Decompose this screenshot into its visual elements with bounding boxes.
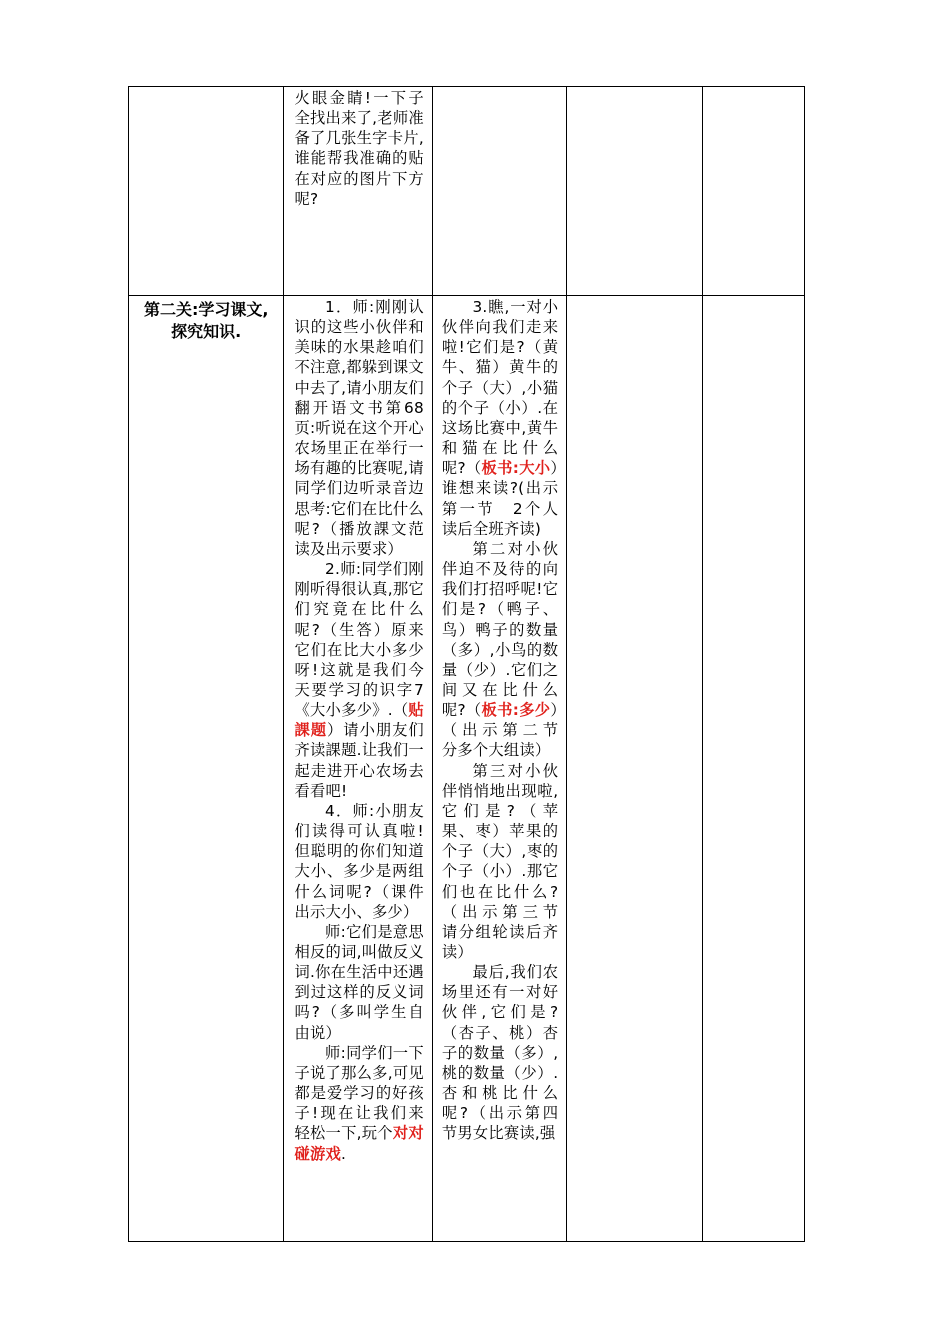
teacher-paragraph: 4．师:小朋友们读得可认真啦!但聪明的你们知道大小、多少是两组什么词呢?（课件出示大小、多少） bbox=[294, 801, 424, 921]
student-activity-cell bbox=[432, 87, 566, 296]
empty-cell bbox=[702, 87, 804, 296]
student-paragraph bbox=[442, 297, 558, 539]
text-run: 师:同学们一下子说了那么多,可见都是爱学习的好孩子!现在让我们来轻松一下,玩个 bbox=[294, 1043, 424, 1143]
student-activity-cell bbox=[432, 296, 574, 1242]
text-run: 3.瞧,一对小伙伴向我们走来啦!它们是?（黄牛、猫）黄牛的个子（大）,小猫的个子（小）.在这场比赛中,黄牛和猫在比什么呢?（ bbox=[441, 298, 559, 478]
teacher-paragraph bbox=[294, 1043, 423, 1164]
text-run: ）（出示第二节 分多个大组读） bbox=[441, 701, 574, 760]
text-run: 2.师:同学们刚刚听得很认真,那它们究竟在比什么呢?（生答）原来它们在比大小多少呀!这就是我们今天要学习的识字7《大小多少》.（ bbox=[294, 560, 424, 720]
teacher-activity-cell bbox=[284, 87, 432, 296]
empty-cell bbox=[567, 296, 702, 1242]
teacher-paragraph: 1．师:刚刚认识的这些小伙伴和美味的水果趁咱们不注意,都躲到课文中去了,请小朋友们翻开语文书第68页:听说在这个开心农场里正在举行一场有趣的比赛呢,请同学们边听录音边思考:它们在比什么呢?（播放課文范读及出示要求） bbox=[294, 298, 424, 558]
text-run: 第二对小伙伴迫不及待的向我们打招呼呢!它们是?（鸭子、鸟）鸭子的数量（多）,小鸟的数量（少）.它们之间又在比什么呢?（ bbox=[441, 539, 559, 720]
teacher-paragraph bbox=[294, 559, 423, 801]
stage-cell bbox=[129, 87, 284, 296]
teacher-paragraph: 火眼金睛!一下子全找出来了,老师准备了几张生字卡片,谁能帮我准确的贴在对应的图片下方呢? bbox=[294, 89, 424, 208]
teacher-paragraph: 师:它们是意思相反的词,叫做反义词.你在生活中还遇到过这样的反义词吗?（多叫学生自由说） bbox=[294, 922, 424, 1042]
highlight-text: 板书:多少 bbox=[481, 701, 551, 720]
stage-cell bbox=[129, 296, 284, 1242]
highlight-text: 对对碰游戏 bbox=[294, 1124, 424, 1163]
highlight-text: 贴課题 bbox=[294, 701, 424, 740]
text-run: ）请小朋友们齐读課题.让我们一起走进开心农场去看看吧! bbox=[294, 721, 424, 800]
table-row bbox=[129, 87, 805, 296]
text-run: ）谁想来读?(出示第一节 2个人读后全班齐读) bbox=[441, 459, 559, 538]
teacher-activity-cell bbox=[284, 296, 432, 1242]
lesson-plan-table bbox=[128, 86, 805, 1242]
student-paragraph: 最后,我们农场里还有一对好伙伴,它们是?（杏子、桃）杏子的数量（多）,桃的数量（少）.杏和桃比什么呢?（出示第四节男女比赛读,强 bbox=[441, 963, 559, 1143]
student-paragraph bbox=[441, 539, 574, 761]
highlight-text: 板书:大小 bbox=[481, 459, 551, 478]
empty-cell bbox=[567, 87, 702, 296]
text-run: . bbox=[340, 1144, 347, 1163]
stage-title: 第二关:学习课文,探究知识. bbox=[143, 300, 269, 341]
table-row bbox=[129, 296, 805, 1242]
empty-cell bbox=[702, 296, 804, 1242]
student-paragraph: 第三对小伙伴悄悄地出现啦,它们是?（苹果、枣）苹果的个子（大）,枣的个子（小）.那它们也在比什么?（出示第三节 请分组轮读后齐读） bbox=[441, 761, 574, 961]
